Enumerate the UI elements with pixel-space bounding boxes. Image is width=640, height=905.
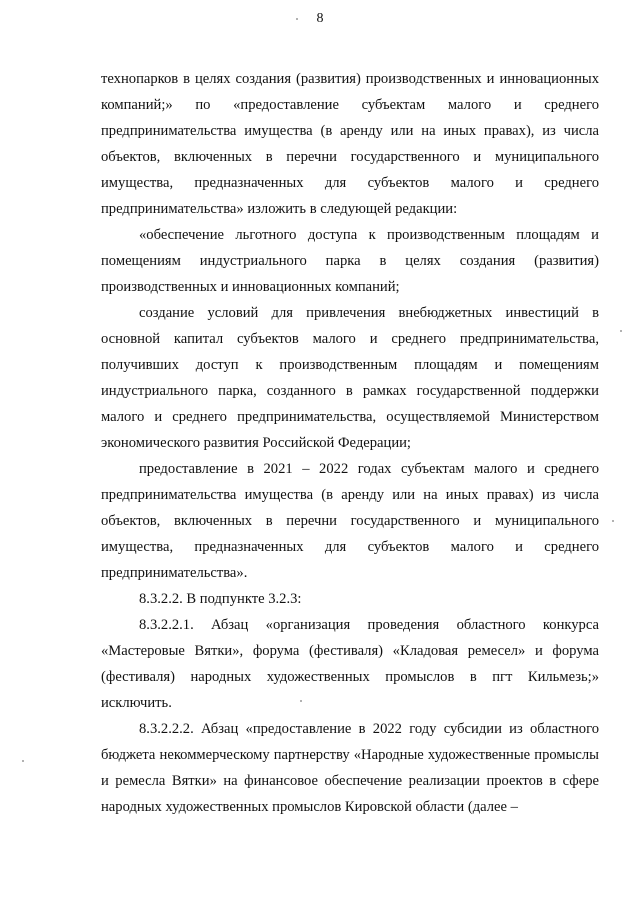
- paragraph-subclause-2: 8.3.2.2.2. Абзац «предоставление в 2022 году субсидии из областного бюджета некоммерческому партнерству «Народные художественные промыслы и ремесла Вятки» на финансовое обеспечение реализации проектов в сфере народных художественных промыслов Кировской области (далее –: [101, 721, 599, 815]
- paragraph-continuation: технопарков в целях создания (развития) производственных и инновационных компаний;» по «предоставление субъектам малого и среднего предпринимательства имущества (в аренду или на иных правах), из числа объектов, включенных в перечни государственного и муниципального имущества, предназначенных для субъектов малого и среднего предпринимательства» изложить в следующей редакции:: [101, 71, 599, 217]
- scan-speck: [620, 330, 622, 332]
- paragraph-investment: создание условий для привлечения внебюджетных инвестиций в основной капитал субъектов малого и среднего предпринимательства, получивших доступ к производственным площадям и помещениям индустриального парка, созданного в рамках государственной поддержки малого и среднего предпринимательства, осуществляемой Министерством экономического развития Российской Федерации;: [101, 305, 599, 451]
- scan-speck: [296, 18, 298, 20]
- scan-speck: [22, 760, 24, 762]
- paragraph-subclause-heading: 8.3.2.2. В подпункте 3.2.3:: [139, 591, 302, 607]
- page-number: 8: [316, 11, 324, 26]
- scan-speck: [300, 700, 302, 702]
- paragraph-subclause-1: 8.3.2.2.1. Абзац «организация проведения областного конкурса «Мастеровые Вятки», форума (фестиваля) «Кладовая ремесел» и форума (фестиваля) народных художественных промыслов в пгт Кильмезь;» исключить.: [101, 617, 599, 711]
- paragraph-quote-start: «обеспечение льготного доступа к производственным площадям и помещениям индустриального парка в целях создания (развития) производственных и инновационных компаний;: [101, 227, 599, 295]
- document-body: [101, 66, 599, 820]
- scan-speck: [612, 520, 614, 522]
- paragraph-property-provision: предоставление в 2021 – 2022 годах субъектам малого и среднего предпринимательства имущества (в аренду или на иных правах) из числа объектов, включенных в перечни государственного и муниципального имущества, предназначенных для субъектов малого и среднего предпринимательства».: [101, 461, 599, 581]
